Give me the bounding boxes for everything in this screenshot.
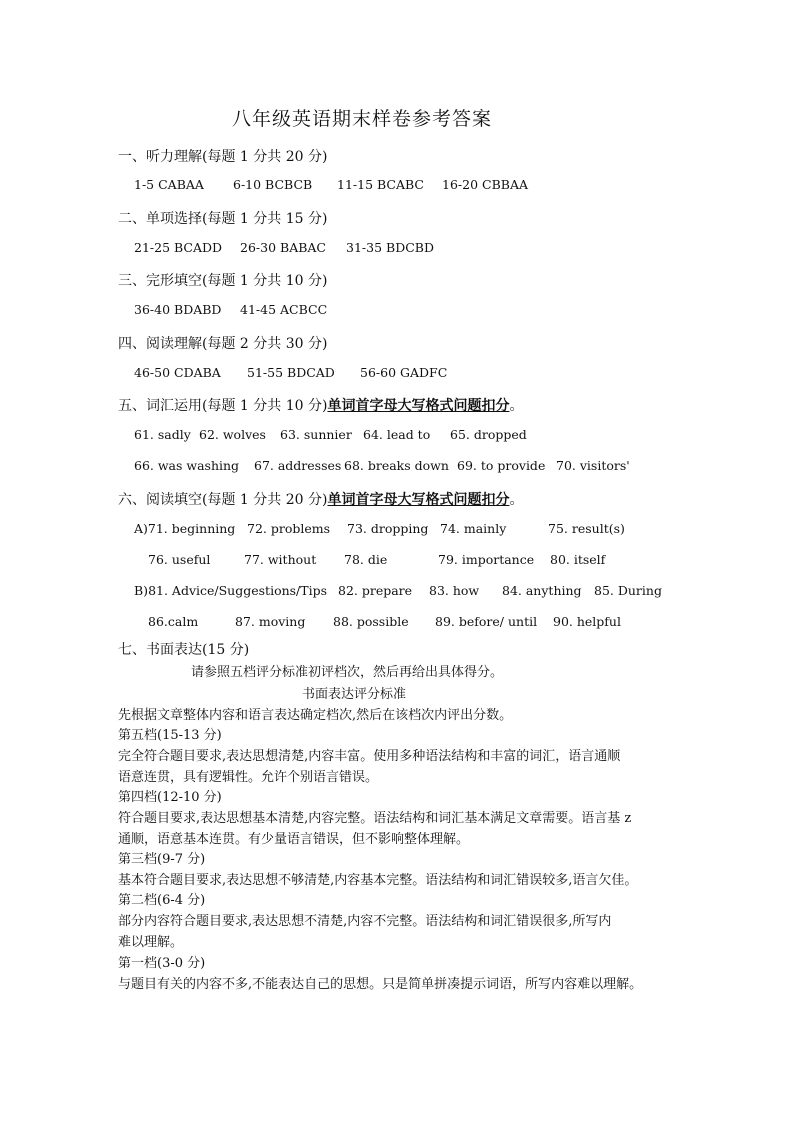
- page-title: 八年级英语期末样卷参考答案: [231, 108, 492, 130]
- answer-item: 69. to provide: [457, 458, 546, 473]
- answer-item: 84. anything: [502, 583, 582, 598]
- answer-item: 76. useful: [148, 552, 211, 567]
- grade-2-text: 部分内容符合题目要求,表达思想不清楚,内容不完整。语法结构和词汇错误很多,所写内: [118, 914, 612, 929]
- section-5-title: 五、词汇运用(每题 1 分共 10 分): [118, 398, 328, 414]
- answer-group: 56-60 GADFC: [360, 365, 448, 380]
- answer-item: 75. result(s): [548, 521, 625, 536]
- answer-item: 85. During: [594, 583, 662, 598]
- answer-item: 78. die: [344, 552, 388, 567]
- answer-group: 16-20 CBBAA: [442, 177, 528, 192]
- section-6-heading: [118, 489, 523, 509]
- grade-4-text: 通顺，语意基本连贯。有少量语言错误，但不影响整体理解。: [118, 832, 470, 847]
- section-1-heading: 一、听力理解(每题 1 分共 20 分): [118, 149, 328, 165]
- answer-item: 66. was washing: [134, 458, 240, 473]
- answer-group: 31-35 BDCBD: [346, 240, 434, 255]
- grading-subtitle: 书面表达评分标准: [302, 687, 407, 702]
- answer-item: 67. addresses: [254, 458, 342, 473]
- answer-item: 80. itself: [550, 552, 606, 567]
- answer-item: 89. before/ until: [435, 614, 538, 629]
- answer-item: 86.calm: [148, 614, 199, 629]
- grade-5-text: 完全符合题目要求,表达思想清楚,内容丰富。使用多种语法结构和丰富的词汇，语言通顺: [118, 749, 621, 764]
- grade-1-text: 与题目有关的内容不多,不能表达自己的思想。只是简单拼凑提示词语，所写内容难以理解。: [118, 977, 643, 992]
- section-6-note: 单词首字母大写格式问题扣分: [327, 492, 510, 508]
- answer-group: 21-25 BCADD: [134, 240, 223, 255]
- grade-5-text: 语意连贯，具有逻辑性。允许个别语言错误。: [118, 770, 379, 785]
- answer-item: 83. how: [429, 583, 480, 598]
- answer-item: 88. possible: [333, 614, 409, 629]
- section-5-note-end: 。: [509, 398, 524, 414]
- grading-lead: 先根据文章整体内容和语言表达确定档次,然后在该档次内评出分数。: [118, 708, 513, 723]
- grade-4-text: 符合题目要求,表达思想基本清楚,内容完整。语法结构和词汇基本满足文章需要。语言基 z: [118, 811, 632, 826]
- grade-3-heading: 第三档(9-7 分): [118, 852, 206, 867]
- answer-item: 62. wolves: [199, 427, 266, 442]
- answer-item: 61. sadly: [134, 427, 191, 442]
- grading-intro: 请参照五档评分标准初评档次，然后再给出具体得分。: [191, 665, 504, 680]
- section-4-heading: 四、阅读理解(每题 2 分共 30 分): [118, 336, 328, 352]
- answer-item: 74. mainly: [440, 521, 507, 536]
- answer-item: A)71. beginning: [134, 521, 236, 536]
- answer-item: 72. problems: [247, 521, 331, 536]
- answer-group: 26-30 BABAC: [240, 240, 326, 255]
- answer-item: 64. lead to: [363, 427, 431, 442]
- answer-item: 65. dropped: [450, 427, 527, 442]
- answer-item: 63. sunnier: [280, 427, 352, 442]
- answer-item: 79. importance: [438, 552, 535, 567]
- answer-group: 51-55 BDCAD: [247, 365, 335, 380]
- grade-3-text: 基本符合题目要求,表达思想不够清楚,内容基本完整。语法结构和词汇错误较多,语言欠佳。: [118, 873, 638, 888]
- section-2-heading: 二、单项选择(每题 1 分共 15 分): [118, 211, 328, 227]
- section-6-title: 六、阅读填空(每题 1 分共 20 分): [118, 492, 328, 508]
- answer-group: 1-5 CABAA: [134, 177, 204, 192]
- grade-4-heading: 第四档(12-10 分): [118, 790, 222, 805]
- section-5-note: 单词首字母大写格式问题扣分: [327, 398, 510, 414]
- section-5-heading: [118, 395, 523, 415]
- answer-item: 87. moving: [235, 614, 306, 629]
- answer-group: 11-15 BCABC: [337, 177, 424, 192]
- answer-item: 77. without: [244, 552, 317, 567]
- section-3-heading: 三、完形填空(每题 1 分共 10 分): [118, 273, 328, 289]
- grade-1-heading: 第一档(3-0 分): [118, 956, 206, 971]
- grade-2-heading: 第二档(6-4 分): [118, 893, 206, 908]
- answer-group: 36-40 BDABD: [134, 302, 222, 317]
- answer-item: 68. breaks down: [344, 458, 449, 473]
- answer-item: 73. dropping: [347, 521, 429, 536]
- answer-group: 41-45 ACBCC: [240, 302, 328, 317]
- section-7-heading: 七、书面表达(15 分): [118, 642, 250, 658]
- grade-2-text: 难以理解。: [118, 935, 184, 950]
- answer-item: 82. prepare: [338, 583, 413, 598]
- answer-group: 6-10 BCBCB: [233, 177, 313, 192]
- section-6-note-end: 。: [509, 492, 524, 508]
- answer-item: 90. helpful: [553, 614, 621, 629]
- answer-item: 70. visitors': [556, 458, 630, 473]
- answer-group: 46-50 CDABA: [134, 365, 221, 380]
- grade-5-heading: 第五档(15-13 分): [118, 728, 222, 743]
- answer-item: B)81. Advice/Suggestions/Tips: [134, 583, 328, 598]
